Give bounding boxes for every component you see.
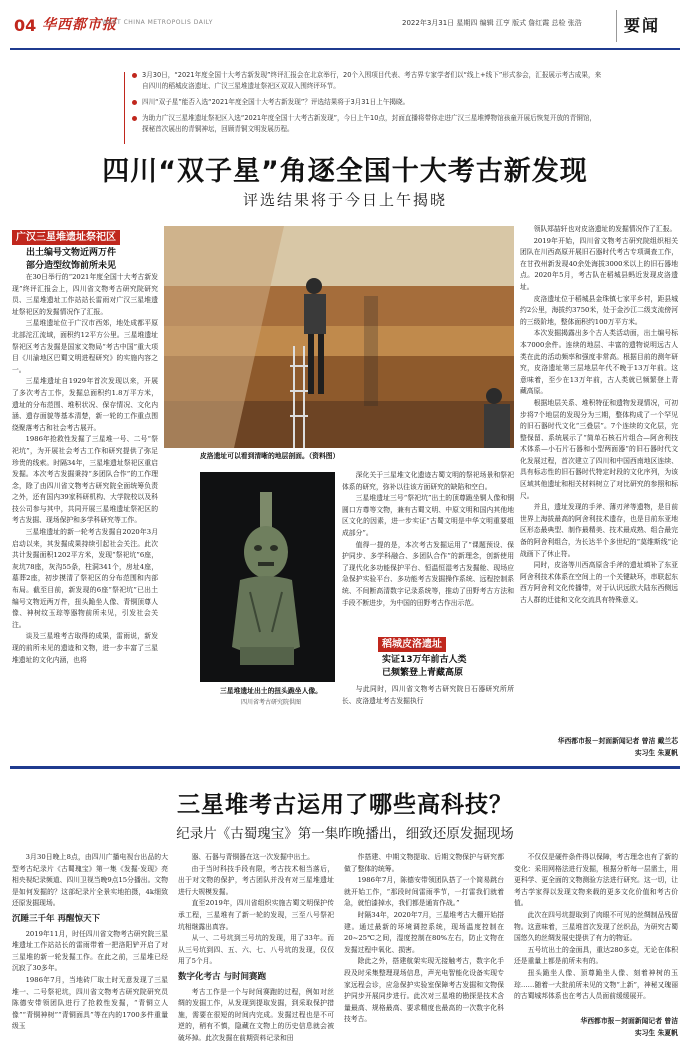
subheading: 沉睡三千年 再醒惊天下 bbox=[12, 913, 100, 924]
main-headline: 四川“双子星”角逐全国十大考古新发现 bbox=[102, 156, 588, 187]
section-subtitle: 实证13万年前古人类 bbox=[382, 655, 467, 665]
paragraph: 考古工作是一个与时间赛跑的过程，例如对丝绸的发掘工作，从发现到提取发掘，到采取保护措施，需要在很短的时间内完成。发掘过程也是不可逆的，稍有不慎，隐藏在文物上的历史信息就会被破坏掉。此次发掘在前期资料记录和田 bbox=[178, 987, 334, 1042]
paragraph: 并且，遗址发现的手斧、薄刃斧等遗物，是目前世界上海拔最高的阿舍利技术遗存，也是目前东亚地区形态最典型、制作最精美、技术最成熟、组合最完备的阿舍利组合，为长达半个多世纪的“莫维斯线”论战画下了休止符。 bbox=[520, 503, 678, 558]
main-subheadline: 评选结果将于今日上午揭晓 bbox=[242, 191, 447, 209]
excavation-photo bbox=[164, 226, 514, 448]
paragraph: 三星堆遗址的新一轮考古发掘自2020年3月启动以来，其发掘成果持续引起社会关注。此次共计发掘面积1202平方米，发现“祭祀坑”6座，灰坑78座，灰沟55条，柱洞341个，房址4座，墓葬2座，初步摸清了祭祀区的分布范围和内部布局。截至目前，新发现的6座“祭祀坑”已出土编号文物近两万件，扭头跪坐人像、青铜顶尊人像、神树纹玉琮等器物前所未见，引发社会关注。 bbox=[12, 528, 158, 629]
bronze-figure-image bbox=[200, 472, 335, 682]
paragraph: 深化关于三星堆文化遗迹古蜀文明的祭祀场景和祭祀体系的研究，弥补以往该方面研究的缺陷和空白。 bbox=[342, 471, 514, 491]
timeline-bar bbox=[124, 72, 125, 144]
article-column bbox=[342, 684, 514, 754]
timeline bbox=[132, 70, 602, 140]
masthead-logo: 华西都市报 bbox=[42, 17, 117, 33]
timeline-item: 四川“双子星”能否入选“2021年度全国十大考古新发现”？评选结果将于3月31日上午揭晓。 bbox=[132, 97, 602, 108]
paragraph: 领队郑喆轩也对皮洛遗址的发掘情况作了汇报。 bbox=[533, 225, 677, 233]
header-rule bbox=[10, 48, 680, 50]
paragraph: 扭头跪坐人像、顶尊跪坐人像、刻着神树的玉琮……随着一大批前所未见的文物“上新”，神秘又瑰丽的古蜀城邦体系也在考古人员面前缓缓展开。 bbox=[514, 968, 678, 1001]
paragraph: 直至2019年，四川省组织实施古蜀文明保护传承工程，三星堆有了新一轮的发现，三至八号祭祀坑相继露出真容。 bbox=[178, 899, 334, 931]
byline: 实习生 朱夏帆 bbox=[634, 749, 678, 757]
paragraph: 1986年7月，陈德安带领团队搭了一个简易跳台就开始工作，“那段时间雷雨季节，一打雷我们就着急，就怕漆掉水，我们都是通宵作战。” bbox=[344, 876, 504, 908]
paragraph: 三星堆遗址三号“祭祀坑”出土的顶尊跪坐铜人像和铜圆口方尊等文物，兼有古蜀文明、中原文明和国内其他地区文化的因素，进一步实证“古蜀文明是中华文明重要组成部分”。 bbox=[342, 494, 514, 537]
paragraph: 3月30日晚上8点，由四川广播电视台出品的大型考古纪录片《古蜀瑰宝》第一集《发掘·发现》亮相央视纪录频道、四川卫视当晚9点15分播出。文物是如何发掘的？这部纪录片全景实地拍摄，4k细致还原发掘现场。 bbox=[12, 853, 168, 908]
paragraph: 与此同时，四川省文物考古研究院日石器研究所所长、皮洛遗址考古发掘执行 bbox=[342, 685, 514, 705]
paragraph: 除此之外，搭建航架实现无接触考古，数字化手段及时采集整理现场信息，声光电智能化设备实现专家远程会诊，应急保护实验室保障考古发掘和文物保护同步开展同步进行。此次对三星堆的勘探是技术含量最高、规格最高、要求精度也最高的一次数字化科技考古。 bbox=[344, 957, 504, 1024]
section-piluo-header bbox=[378, 632, 467, 680]
timeline-item: 3月30日，“2021年度全国十大考古新发现”终评汇报会在北京举行，20个入围项目代表、考古界专家学者们以“线上+线下”形式参会，汇报展示考古成果，来自四川的稻城皮洛遗址、广汉三星堆遗址祭祀区双双入围终评环节。 bbox=[132, 70, 602, 92]
paragraph: 三星堆遗址位于广汉市西郊，地处成都平原北部沱江流域，面积约12平方公里。三星堆遗址祭祀区考古发掘是国家文物局“考古中国”重大项目《川渝地区巴蜀文明进程研究》的实施内容之一。 bbox=[12, 319, 158, 374]
paragraph: 作搭建、中期文物提取、后期文物保护与研究都做了整体的统筹。 bbox=[344, 853, 504, 873]
masthead-english: WEST CHINA METROPOLIS DAILY bbox=[102, 19, 213, 26]
page-number: 04 bbox=[14, 16, 37, 35]
paragraph: 同时，皮洛等川西高原含手斧的遗址填补了东亚阿舍利技术体系在空间上的一个关键缺环，串联起东西方阿舍利文化传播带，对于认识远欧大陆东西侧远古人群的迁徙和文化交流具有特殊意义。 bbox=[520, 561, 678, 604]
paragraph: 2019年11月，时任四川省文物考古研究院三星堆遗址工作站站长的雷雨带着一把洛阳铲开启了对三星堆的新一轮发掘工作。在此之前，三星堆已经沉寂了30多年。 bbox=[12, 929, 168, 973]
section-sanxingdui-header bbox=[12, 225, 120, 273]
page-header bbox=[0, 0, 690, 50]
section-subtitle: 部分造型纹饰前所未见 bbox=[26, 261, 117, 271]
photo-caption: 皮洛遗址可以看到清晰的地层剖面。（资料图） bbox=[200, 452, 340, 460]
article-column bbox=[514, 852, 678, 1012]
paragraph: 1986年抢救性发掘了三星堆一号、二号“祭祀坑”，为开展社会考古工作和研究提供了弥足珍贵的线索。时隔34年，三星堆遗址祭祀区重启发掘。本次考古发掘秉持“多团队合作”的工作理念，除了由四川省文物考古研究院全面统筹负责之外，还有国内39家科研机构、大学院校以及科技公司参与其中，共同开展三星堆遗址祭祀区的考古发掘、现场保护和多学科研究等工作。 bbox=[12, 435, 158, 525]
byline: 华西都市报－封面新闻记者 曾洁 戴兰芯 bbox=[557, 737, 678, 745]
article2-subheadline: 纪录片《古蜀瑰宝》第一集昨晚播出，细致还原发掘现场 bbox=[176, 826, 514, 842]
paragraph: 1986年7月，当地砖厂取土时无意发现了三星堆一、二号祭祀坑，四川省文物考古研究院研究员陈德安带领团队进行了抢救性发掘，“青铜立人像”“青铜神树”“青铜面具”等在内的1700多件重量级玉 bbox=[12, 975, 168, 1031]
paragraph: 由于当时科技手段有限，考古技术相当落后，出于对文物的保护，考古团队并没有对三星堆遗址进行大规模发掘。 bbox=[178, 864, 334, 896]
section-subtitle: 出土编号文物近两万件 bbox=[26, 248, 117, 258]
paragraph: 根据地层关系、堆积特征和遗物发现情况，可初步将7个地层的发现分为三期，整体构成了一个罕见的旧石器时代文化“三叠层”。7个连续的文化层，完整保留、系统展示了“简单石核石片组合—阿舍利技术体系—小石片石器和小型两面器”的旧石器时代文化发展过程，首次建立了四川和中国西南地区连续、具有标志性的旧石器时代特定时段的文化序列，为该区域其他遗址和相关材料树立了对比研究的参照和标尺。 bbox=[520, 398, 678, 500]
article-column bbox=[12, 852, 168, 1042]
header-divider bbox=[616, 10, 617, 42]
bronze-figure-photo bbox=[200, 472, 335, 682]
article-column bbox=[12, 272, 158, 742]
paragraph: 器、石器与青铜器在这一次发掘中出土。 bbox=[191, 853, 314, 861]
article-column bbox=[178, 852, 334, 1042]
section-name: 要闻 bbox=[624, 16, 661, 35]
article2-headline: 三星堆考古运用了哪些高科技？ bbox=[177, 792, 513, 818]
paragraph: 三星堆遗址自1929年首次发现以来，开展了多次考古工作，发掘总面积约1.8万平方米，遗址的分布范围、堆积状况、保存情况、文化内涵、遗存面貌等基本清楚，新一轮的工作重点围绕聚落考古和社会考古展开。 bbox=[12, 377, 158, 432]
paragraph: 皮洛遗址位于稻城县金珠镇七家平乡村，距县城约2公里，海拔约3750米，处于金沙江二级支流傍河的三级阶地，整体面积约100万平方米。 bbox=[520, 294, 678, 326]
paragraph: 不仅仅是硬件条件得以保障，考古理念也有了新的变化：采用网格法进行发掘，根据分析每一层需土，用更科学、更全面的文物测验方法进行研究。这一切，让考古学家得以发现文物来载的更多文化价值和考古价值。 bbox=[514, 853, 678, 908]
paragraph: 时隔34年，2020年7月，三星堆考古大棚开始搭建。通过最新的环境调控系统，现场温度控制在20~25℃之间，湿度控制在80%左右，防止文物在发掘过程中氧化、损害。 bbox=[344, 910, 504, 954]
section-subtitle: 已频繁登上青藏高原 bbox=[382, 668, 464, 678]
article-column bbox=[520, 224, 678, 724]
paragraph: 本次发掘揭露出多个古人类活动面，出土编号标本7000余件。连续的地层、丰富的遗物说明远古人类在此的活动频率和强度非常高。根据目前的测年研究，皮洛遗址第三层地层年代不晚于13万年前。这意味着，至少在13万年前，古人类就已频繁登上青藏高原。 bbox=[520, 329, 678, 396]
section-divider bbox=[10, 766, 680, 769]
section-tag: 稻城皮洛遗址 bbox=[378, 637, 446, 652]
paragraph: 在30日举行的“2021年度全国十大考古新发现”终评汇报会上，四川省文物考古研究院研究员、三星堆遗址工作站站长雷雨对广汉三星堆遗址祭祀区的发掘情况作了汇报。 bbox=[12, 273, 158, 316]
paragraph: 此次在四号坑提取到了肉眼不可见的丝绸制品残留物。这意味着，三星堆首次发现了丝织品，为研究古蜀国悠久的丝绸发展史提供了有力的物证。 bbox=[514, 910, 678, 943]
paragraph: 从一、二号坑到三号坑的发现，用了33年。而从三号坑到四、五、六、七、八号坑的发现，仅仅用了5个月。 bbox=[178, 934, 334, 966]
timeline-item: 为助力广汉三星堆遗址祭祀区入选“2021年度全国十大考古新发现”，今日上午10点，封面直播将带你走进广汉三星堆博物馆孩童开展后恢复开放的青铜馆，探秘首次展出的青铜神坛，回顾青铜文明发展历程。 bbox=[132, 113, 602, 135]
photo-caption: 三星堆遗址出土的扭头跪坐人像。 bbox=[220, 687, 322, 695]
excavation-photo-image bbox=[164, 226, 514, 448]
issue-meta: 2022年3月31日 星期四 编辑 江亨 版式 詹红霞 总检 张浩 bbox=[402, 19, 582, 27]
paragraph: 五号坑出土的金面具，重达280多克，无论在体积还是重量上都是前所未有的。 bbox=[514, 945, 678, 966]
byline: 实习生 朱夏帆 bbox=[634, 1029, 678, 1037]
photo-source: 四川省考古研究院供图 bbox=[240, 699, 301, 706]
subheading: 数字化考古 与时间赛跑 bbox=[178, 971, 266, 982]
paragraph: 值得一提的是，本次考古发掘运用了“课题预设、保护同步、多学科融合、多团队合作”的新理念，创新使用了现代化多功能保护平台、恒温恒湿考古发掘舱、现场应急保护实验平台、多功能考古发掘操作系统、远程控制系统、不间断高清数字记录系统等，推动了田野考古方法和手段不断进步，为中国的田野考古作出示范。 bbox=[342, 540, 514, 607]
byline: 华西都市报－封面新闻记者 曾洁 bbox=[580, 1017, 678, 1025]
article-column bbox=[344, 852, 504, 1042]
paragraph: 2019年开始，四川省文物考古研究院组织相关团队在川西高原开展旧石器时代考古专项调查工作，在甘孜州新发现40余处海拔3000米以上的旧石器地点。2020年5月，考古队在稻城县蚂近发现皮洛遗址。 bbox=[520, 236, 678, 291]
section-tag: 广汉三星堆遗址祭祀区 bbox=[12, 230, 120, 245]
article-column bbox=[342, 470, 514, 630]
paragraph: 谈及三星堆考古取得的成果，雷雨说，新发现的前所未见的遗迹和文物，进一步丰富了三星堆遗址的文化内涵，也将 bbox=[12, 632, 158, 664]
